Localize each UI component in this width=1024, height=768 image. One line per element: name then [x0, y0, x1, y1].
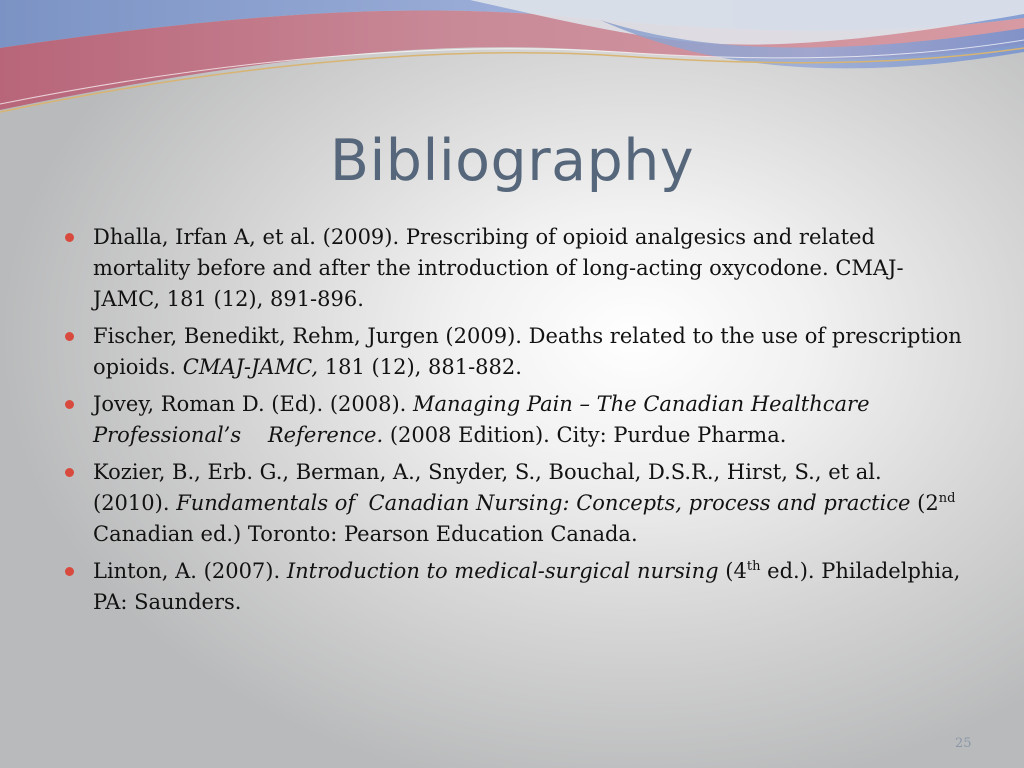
reference-item — [64, 457, 964, 550]
edition-superscript: th — [746, 559, 761, 574]
reference-book-title: Introduction to medical-surgical nursing — [286, 559, 719, 583]
reference-item — [64, 389, 964, 451]
bullet-icon — [65, 332, 74, 341]
reference-authors: Fischer, Benedikt, Rehm, Jurgen (2009). Deaths related to the use of prescription opioids. — [93, 324, 962, 379]
reference-details: Canadian ed.) Toronto: Pearson Education Canada. — [93, 522, 638, 546]
page-number: 25 — [955, 736, 972, 751]
header-wave-decoration — [0, 0, 1024, 130]
edition-superscript: nd — [938, 491, 956, 506]
reference-item — [64, 321, 964, 383]
reference-text: Dhalla, Irfan A, et al. (2009). Prescribing of opioid analgesics and related mortality before and after the introduction of long-acting oxycodone. CMAJ-JAMC, 181 (12), 891-896. — [93, 225, 904, 311]
reference-item — [64, 222, 964, 315]
bullet-icon — [65, 468, 74, 477]
reference-edition: (2nd — [917, 491, 956, 515]
reference-book-title: Fundamentals of Canadian Nursing: Concepts, process and practice — [176, 491, 911, 515]
reference-journal: CMAJ-JAMC, — [182, 355, 319, 379]
reference-details: ed.). Philadelphia, PA: Saunders. — [93, 559, 961, 614]
bullet-icon — [65, 567, 74, 576]
slide-title: Bibliography — [329, 128, 695, 194]
reference-details: 181 (12), 881-882. — [324, 355, 522, 379]
reference-book-title: Managing Pain – The Canadian Healthcare Professional’s Reference. — [93, 392, 877, 447]
bullet-icon — [65, 400, 74, 409]
reference-details: (2008 Edition). City: Purdue Pharma. — [389, 423, 787, 447]
bullet-icon — [65, 233, 74, 242]
reference-authors: Linton, A. (2007). — [93, 559, 281, 583]
reference-edition: (4th — [725, 559, 761, 583]
bibliography-list — [64, 222, 964, 624]
reference-item — [64, 556, 964, 618]
reference-authors: Jovey, Roman D. (Ed). (2008). — [93, 392, 407, 416]
reference-authors: Kozier, B., Erb. G., Berman, A., Snyder, S., Bouchal, D.S.R., Hirst, S., et al. (2010). — [93, 460, 882, 515]
